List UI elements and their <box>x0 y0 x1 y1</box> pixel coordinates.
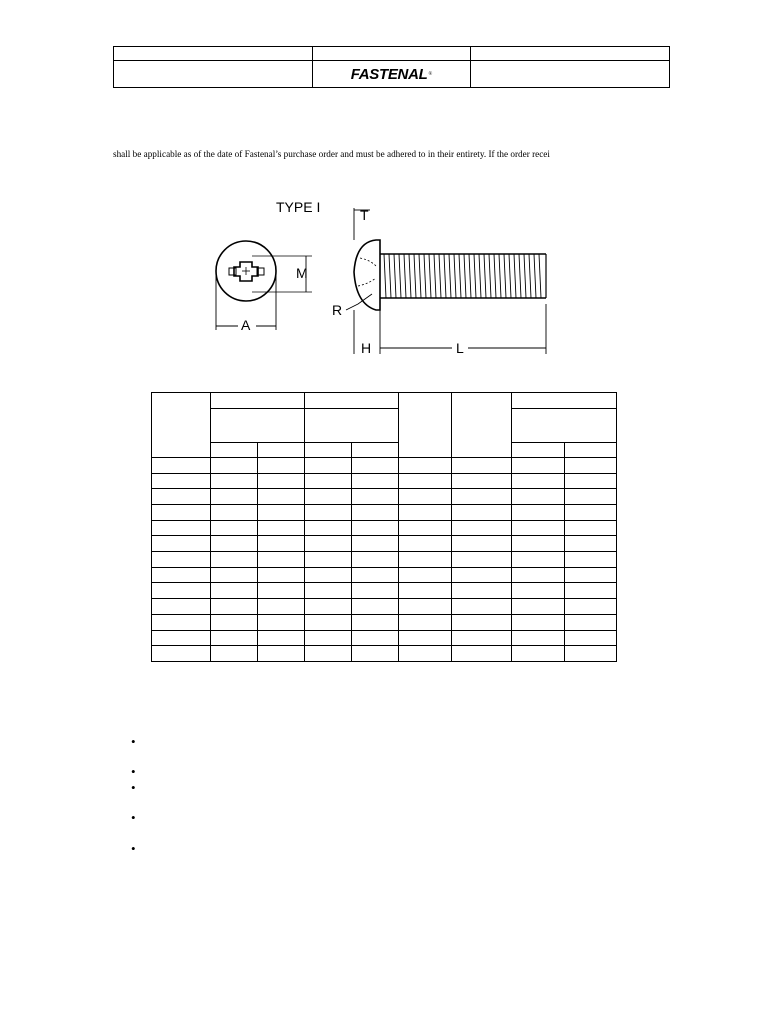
table-cell <box>152 489 211 505</box>
table-cell <box>399 646 452 662</box>
table-cell <box>352 614 399 630</box>
table-cell <box>211 489 258 505</box>
table-header-cell <box>512 442 565 457</box>
table-cell <box>152 599 211 615</box>
table-header-cell <box>211 442 258 457</box>
dimension-label-m: M <box>296 265 308 281</box>
table-cell <box>565 646 617 662</box>
table-header-cell <box>211 393 305 409</box>
table-cell <box>399 567 452 583</box>
table-cell <box>452 646 512 662</box>
figure-type-label: TYPE I <box>276 199 321 215</box>
table-cell <box>152 457 211 473</box>
table-header-cell <box>305 393 399 409</box>
header-cell-empty <box>114 47 313 61</box>
table-cell <box>211 457 258 473</box>
table-cell <box>211 504 258 520</box>
table-cell <box>152 552 211 568</box>
table-cell <box>152 567 211 583</box>
table-cell <box>512 614 565 630</box>
table-cell <box>258 520 305 536</box>
table-cell <box>258 599 305 615</box>
table-row <box>152 646 617 662</box>
table-row <box>152 599 617 615</box>
table-row <box>152 567 617 583</box>
table-cell <box>305 646 352 662</box>
table-cell <box>305 457 352 473</box>
table-cell <box>352 504 399 520</box>
table-cell <box>258 489 305 505</box>
dimension-label-r: R <box>332 302 343 318</box>
dimension-label-l: L <box>456 340 464 356</box>
table-cell <box>305 473 352 489</box>
table-cell <box>452 614 512 630</box>
table-header-cell <box>352 442 399 457</box>
table-cell <box>399 552 452 568</box>
table-cell <box>305 536 352 552</box>
table-row <box>152 457 617 473</box>
table-cell <box>399 536 452 552</box>
table-cell <box>512 520 565 536</box>
screw-diagram <box>200 200 560 362</box>
table-row <box>152 504 617 520</box>
table-cell <box>152 473 211 489</box>
table-cell <box>399 504 452 520</box>
header-logo-cell <box>313 61 471 88</box>
table-cell <box>152 630 211 646</box>
fastenal-logo <box>313 61 470 87</box>
table-cell <box>565 457 617 473</box>
table-cell <box>452 520 512 536</box>
table-cell <box>211 614 258 630</box>
table-cell <box>565 630 617 646</box>
table-cell <box>352 630 399 646</box>
table-header-cell <box>512 409 617 442</box>
table-cell <box>258 583 305 599</box>
table-cell <box>452 536 512 552</box>
table-cell <box>399 520 452 536</box>
table-cell <box>211 567 258 583</box>
table-cell <box>305 599 352 615</box>
table-header-cell <box>305 442 352 457</box>
table-cell <box>565 552 617 568</box>
document-header-table <box>113 46 670 88</box>
table-cell <box>305 614 352 630</box>
table-cell <box>452 552 512 568</box>
table-cell <box>399 630 452 646</box>
table-cell <box>512 504 565 520</box>
table-header-cell <box>399 393 452 458</box>
dimension-table <box>151 392 617 662</box>
table-cell <box>512 567 565 583</box>
table-row <box>152 583 617 599</box>
table-cell <box>305 504 352 520</box>
table-row <box>152 520 617 536</box>
table-cell <box>512 599 565 615</box>
table-cell <box>512 457 565 473</box>
header-cell-empty <box>313 47 471 61</box>
table-cell <box>258 536 305 552</box>
dimension-label-a: A <box>241 317 251 333</box>
table-cell <box>305 583 352 599</box>
table-cell <box>352 567 399 583</box>
table-cell <box>565 599 617 615</box>
table-cell <box>452 504 512 520</box>
table-cell <box>305 489 352 505</box>
table-cell <box>258 567 305 583</box>
table-cell <box>352 583 399 599</box>
table-cell <box>565 504 617 520</box>
logo-text: FASTENAL <box>350 65 428 83</box>
table-cell <box>352 473 399 489</box>
table-cell <box>399 583 452 599</box>
table-cell <box>305 630 352 646</box>
table-cell <box>305 567 352 583</box>
table-cell <box>399 614 452 630</box>
table-cell <box>211 520 258 536</box>
table-header-cell <box>152 393 211 458</box>
table-header-cell <box>258 442 305 457</box>
table-cell <box>399 599 452 615</box>
table-cell <box>512 552 565 568</box>
intro-paragraph: shall be applicable as of the date of Fastenal’s purchase order and must be adhered to in their entirety. If the order recei <box>113 149 550 159</box>
table-cell <box>452 583 512 599</box>
table-cell <box>211 536 258 552</box>
table-cell <box>211 583 258 599</box>
table-cell <box>512 646 565 662</box>
registered-mark: ® <box>428 71 433 77</box>
table-cell <box>352 646 399 662</box>
table-cell <box>152 504 211 520</box>
table-cell <box>452 473 512 489</box>
table-cell <box>512 536 565 552</box>
table-cell <box>352 520 399 536</box>
table-cell <box>512 489 565 505</box>
table-cell <box>452 489 512 505</box>
table-row <box>152 614 617 630</box>
table-cell <box>211 646 258 662</box>
bullet-marker: • <box>131 841 136 856</box>
table-cell <box>452 599 512 615</box>
table-cell <box>399 473 452 489</box>
table-row <box>152 536 617 552</box>
table-cell <box>152 520 211 536</box>
table-cell <box>258 630 305 646</box>
table-cell <box>211 630 258 646</box>
bullet-marker: • <box>131 734 136 749</box>
table-cell <box>152 646 211 662</box>
table-header-cell <box>452 393 512 458</box>
table-row <box>152 473 617 489</box>
table-cell <box>565 489 617 505</box>
table-cell <box>211 599 258 615</box>
table-cell <box>565 473 617 489</box>
table-header-cell <box>565 442 617 457</box>
dimension-label-t: T <box>360 207 369 223</box>
table-cell <box>258 646 305 662</box>
table-cell <box>565 567 617 583</box>
screw-threads <box>384 254 541 298</box>
table-cell <box>352 489 399 505</box>
dimension-table-body <box>152 457 617 661</box>
table-cell <box>305 552 352 568</box>
table-cell <box>258 614 305 630</box>
table-cell <box>452 567 512 583</box>
table-cell <box>152 583 211 599</box>
table-row <box>152 552 617 568</box>
table-cell <box>565 520 617 536</box>
table-cell <box>512 583 565 599</box>
bullet-marker: • <box>131 810 136 825</box>
table-cell <box>258 504 305 520</box>
table-cell <box>512 630 565 646</box>
table-cell <box>399 489 452 505</box>
table-header-cell <box>305 409 399 442</box>
table-cell <box>565 614 617 630</box>
table-header-cell <box>211 409 305 442</box>
table-row <box>152 630 617 646</box>
table-cell <box>352 599 399 615</box>
table-cell <box>399 457 452 473</box>
table-cell <box>211 552 258 568</box>
screw-head-side-view <box>354 240 380 310</box>
header-cell-empty <box>471 47 670 61</box>
table-cell <box>452 457 512 473</box>
table-cell <box>352 536 399 552</box>
header-cell-empty <box>114 61 313 88</box>
table-cell <box>152 614 211 630</box>
table-row <box>152 489 617 505</box>
table-cell <box>258 457 305 473</box>
table-cell <box>258 473 305 489</box>
header-cell-empty <box>471 61 670 88</box>
table-header-cell <box>512 393 617 409</box>
table-cell <box>512 473 565 489</box>
table-cell <box>352 552 399 568</box>
table-cell <box>305 520 352 536</box>
table-cell <box>452 630 512 646</box>
dimension-label-h: H <box>361 340 372 356</box>
table-cell <box>565 536 617 552</box>
table-cell <box>211 473 258 489</box>
bullet-marker: • <box>131 780 136 795</box>
table-cell <box>258 552 305 568</box>
table-cell <box>565 583 617 599</box>
table-cell <box>352 457 399 473</box>
table-cell <box>152 536 211 552</box>
bullet-marker: • <box>131 764 136 779</box>
